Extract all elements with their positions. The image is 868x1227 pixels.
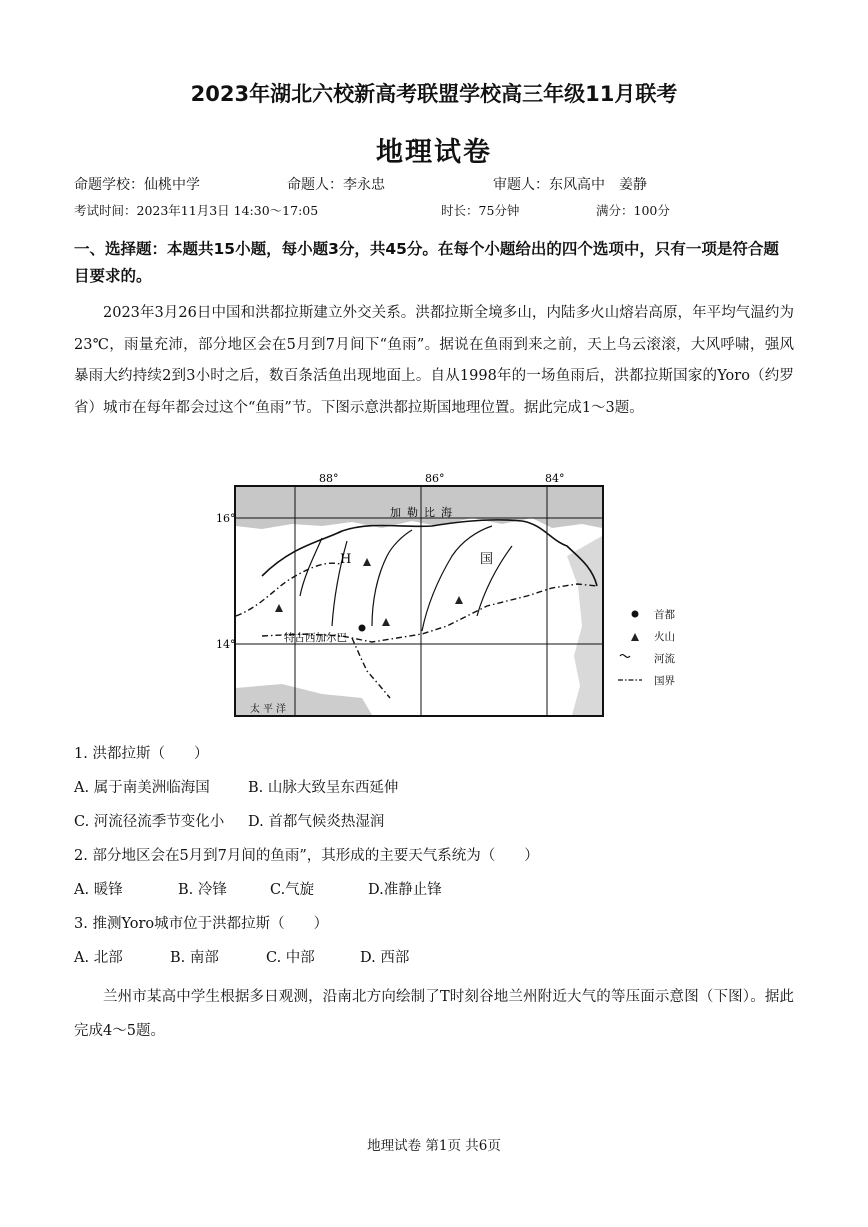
legend-capital: 首都 xyxy=(654,609,675,621)
capital-marker xyxy=(359,625,366,632)
map-legend xyxy=(618,608,675,687)
q3-option-c: C. 中部 xyxy=(266,950,315,966)
page-footer: 地理试卷 第1页 共6页 xyxy=(367,1138,501,1154)
duration: 时长：75分钟 xyxy=(441,203,520,218)
reviewer-info: 审题人：东风高中 姜静 xyxy=(493,177,647,193)
legend-border: 国界 xyxy=(654,675,675,687)
q1-option-a: A. 属于南美洲临海国 xyxy=(74,780,210,796)
lon-label-86: 86° xyxy=(425,472,445,485)
caribbean-sea-label: 加勒比海 xyxy=(390,506,458,519)
q2-option-d: D.准静止锋 xyxy=(368,882,442,898)
legend-capital-icon xyxy=(632,611,639,618)
legend-volcano-icon xyxy=(631,633,639,641)
q2-option-c: C.气旋 xyxy=(270,882,315,898)
legend-river: 河流 xyxy=(654,653,675,665)
lat-label-16: 16° xyxy=(216,512,236,525)
exam-time: 考试时间：2023年11月3日 14:30～17:05 xyxy=(74,203,319,218)
q3-option-a: A. 北部 xyxy=(74,950,123,966)
lon-label-88: 88° xyxy=(319,472,339,485)
lon-label-84: 84° xyxy=(545,472,565,485)
capital-label: 特古西加尔巴 xyxy=(284,632,347,644)
country-label-h: H xyxy=(340,552,352,567)
q1-stem: 1. 洪都拉斯（ ） xyxy=(74,746,209,762)
q2-stem: 2. 部分地区会在5月到7月间的鱼雨”，其形成的主要天气系统为（ ） xyxy=(74,848,539,864)
q1-option-b: B. 山脉大致呈东西延伸 xyxy=(248,780,399,796)
section-heading: 一、选择题：本题共15小题，每小题3分，共45分。在每个小题给出的四个选项中，只有一项是符合题目要求的。 xyxy=(74,240,779,285)
q1-option-c: C. 河流径流季节变化小 xyxy=(74,814,225,830)
author-info: 命题人：李永忠 xyxy=(287,177,385,193)
honduras-map xyxy=(216,466,692,722)
q2-option-a: A. 暖锋 xyxy=(74,882,123,898)
school-info: 命题学校：仙桃中学 xyxy=(74,177,200,193)
q1-option-d: D. 首都气候炎热湿润 xyxy=(248,814,385,830)
q2-option-b: B. 冷锋 xyxy=(178,882,227,898)
subject-title: 地理试卷 xyxy=(376,137,492,168)
passage-1: 2023年3月26日中国和洪都拉斯建立外交关系。洪都拉斯全境多山，内陆多火山熔岩高原，年平均气温约为23℃，雨量充沛，部分地区会在5月到7月间下“鱼雨”。据说在鱼雨到来之前，天上乌云滚滚，大风呼啸，强风暴雨大约持续2到3小时之后，数百条活鱼出现地面上。自从1998年的一场鱼雨后，洪都拉斯国家的Yoro（约罗省）城市在每年都会过这个“鱼雨”节。下图示意洪都拉斯国地理位置。据此完成1～3题。 xyxy=(74,305,794,416)
legend-river-icon xyxy=(620,655,630,658)
full-score: 满分：100分 xyxy=(596,203,670,218)
q3-stem: 3. 推测Yoro城市位于洪都拉斯（ ） xyxy=(74,916,329,932)
pacific-ocean-label: 太平洋 xyxy=(250,704,289,715)
exam-title: 2023年湖北六校新高考联盟学校高三年级11月联考 xyxy=(190,82,678,106)
passage-2: 兰州市某高中学生根据多日观测，沿南北方向绘制了T时刻谷地兰州附近大气的等压面示意图（下图）。据此完成4～5题。 xyxy=(74,989,794,1039)
q3-option-b: B. 南部 xyxy=(170,950,219,966)
q3-option-d: D. 西部 xyxy=(360,950,410,966)
lat-label-14: 14° xyxy=(216,638,236,651)
country-label-guo: 国 xyxy=(480,552,494,567)
legend-volcano: 火山 xyxy=(654,631,675,643)
